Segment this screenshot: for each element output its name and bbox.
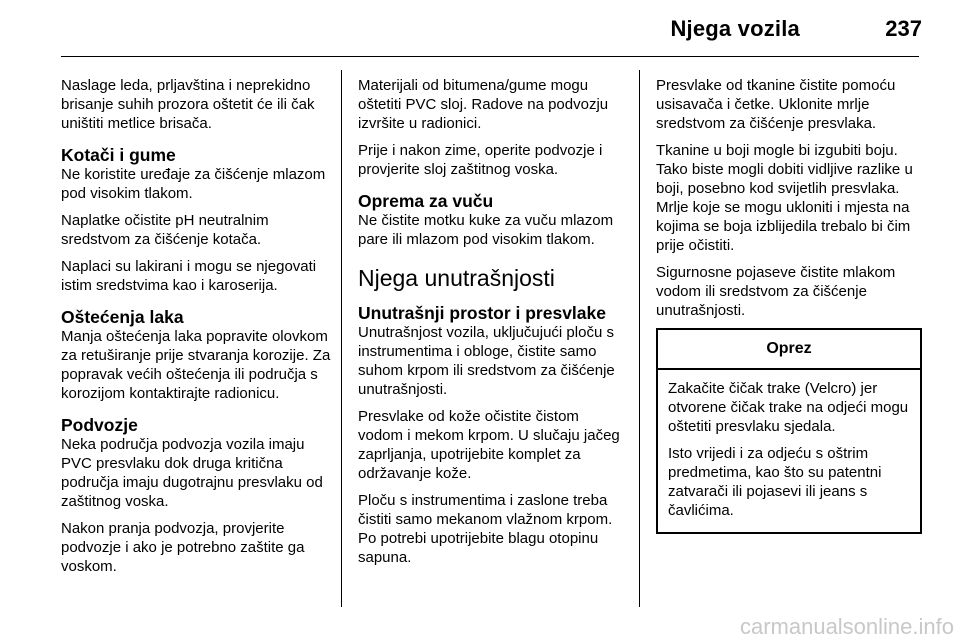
towing-heading: Oprema za vuču [358,191,494,211]
underbody-paragraph-1: Neka područja podvozja vozila imaju PVC presvlaku dok druga kritična područja imaju dugotrajnu presvlaku od zaštitnog voska. [61,436,323,510]
seatbelt-paragraph: Sigurnosne pojaseve čistite mlakom vodom ili sredstvom za čišćenje unutrašnjosti. [656,264,896,319]
winter-paragraph: Prije i nakon zime, operite podvozje i provjerite sloj zaštitnog voska. [358,142,603,178]
chapter-title: Njega vozila [670,16,800,41]
wheels-paragraph-3: Naplaci su lakirani i mogu se njegovati istim sredstvima kao i karoserija. [61,258,317,294]
caution-title: Oprez [658,330,920,370]
caution-box [656,328,922,534]
section-title: Njega unutrašnjosti [358,265,555,291]
column-left [61,76,333,584]
column-middle [358,76,626,575]
caution-paragraph-2: Isto vrijedi i za odjeću s oštrim predmetima, kao što su patentni zatvarači ili pojasevi ili jeans s čavlićima. [668,445,882,519]
intro-paragraph: Naslage leda, prljavština i neprekidno brisanje suhih prozora oštetit će ili čak uništiti metlice brisača. [61,77,315,132]
underbody-paragraph-2: Nakon pranja podvozja, provjerite podvozje i ako je potrebno zaštite ga voskom. [61,520,305,575]
wheels-paragraph-1: Ne koristite uređaje za čišćenje mlazom pod visokim tlakom. [61,166,326,202]
interior-paragraph-2: Presvlake od kože očistite čistom vodom i mekom krpom. U slučaju jačeg zaprljanja, upotrijebite komplet za održavanje kože. [358,408,620,482]
color-paragraph: Tkanine u boji mogle bi izgubiti boju. Tako biste mogli dobiti vidljive razlike u boji, posebno kod svijetlih presvlaka. Mrlje koje se mogu ukloniti i mjesta na kojima se boja izblijedila trebalo bi čim prije očistiti. [656,142,913,254]
column-divider [639,70,640,607]
underbody-heading: Podvozje [61,415,138,435]
wheels-heading: Kotači i gume [61,145,176,165]
interior-paragraph-3: Ploču s instrumentima i zaslone treba čistiti samo mekanom vlažnom krpom. Po potrebi upotrijebite blagu otopinu sapuna. [358,492,613,566]
page-number: 237 [885,16,922,41]
column-divider [341,70,342,607]
column-right [656,76,926,534]
bitumen-paragraph: Materijali od bitumena/gume mogu oštetiti PVC sloj. Radove na podvozju izvršite u radionici. [358,77,609,132]
interior-heading: Unutrašnji prostor i presvlake [358,303,606,323]
caution-body [658,370,920,532]
header-rule [61,56,919,57]
fabric-paragraph: Presvlake od tkanine čistite pomoću usisavača i četke. Uklonite mrlje sredstvom za čišćenje presvlaka. [656,77,896,132]
paint-paragraph: Manja oštećenja laka popravite olovkom za retuširanje prije stvaranja korozije. Za popravak većih oštećenja ili područja s korozijom kontaktirajte radionicu. [61,328,331,402]
caution-paragraph-1: Zakačite čičak trake (Velcro) jer otvorene čičak trake na odjeći mogu oštetiti presvlaku sjedala. [668,380,909,435]
paint-heading: Oštećenja laka [61,307,184,327]
towing-paragraph: Ne čistite motku kuke za vuču mlazom pare ili mlazom pod visokim tlakom. [358,212,614,248]
interior-paragraph-1: Unutrašnjost vozila, uključujući ploču s instrumentima i obloge, čistite samo suhom krpom ili sredstvom za čišćenje unutrašnjosti. [358,324,615,398]
wheels-paragraph-2: Naplatke očistite pH neutralnim sredstvom za čišćenje kotača. [61,212,269,248]
watermark: carmanualsonline.info [739,614,954,639]
